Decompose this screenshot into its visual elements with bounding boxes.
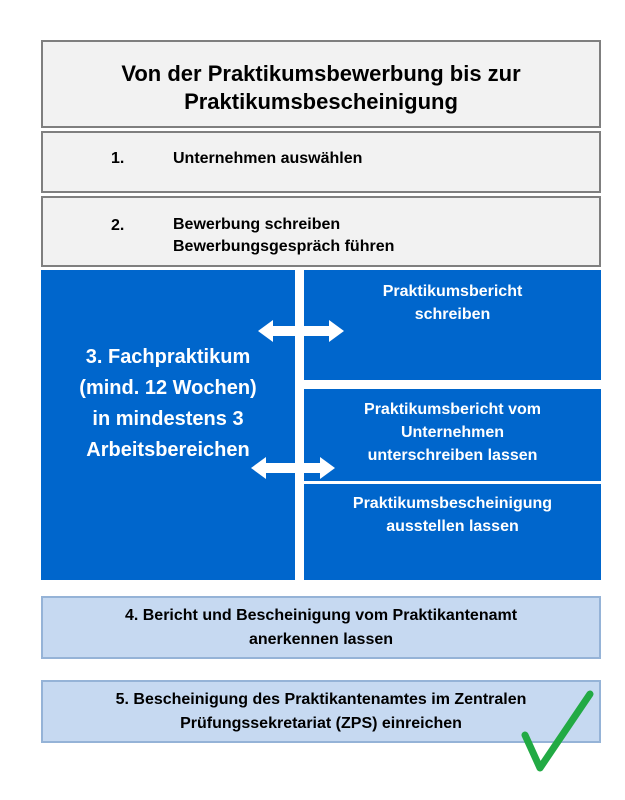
- step-4-text: [43, 604, 599, 652]
- step-2-line-2: Bewerbungsgespräch führen: [173, 238, 395, 255]
- task-certificate-text: [304, 492, 601, 538]
- step-2-line-1: Bewerbung schreiben: [173, 216, 341, 233]
- task-report-line-1: Praktikumsbericht: [382, 283, 523, 300]
- task-sign-text: [304, 398, 601, 467]
- step-1-number: 1.: [111, 150, 125, 167]
- task-sign-line-1: Praktikumsbericht vom: [364, 401, 541, 418]
- task-certificate-box: [304, 484, 601, 580]
- task-sign-line-2: Unternehmen: [400, 424, 505, 441]
- step-3-line-2: (mind. 12 Wochen): [79, 377, 257, 399]
- step-1-box: [41, 131, 601, 193]
- step-5-line-2: Prüfungssekretariat (ZPS) einreichen: [180, 715, 462, 732]
- step-5-line-1: 5. Bescheinigung des Praktikantenamtes im Zentralen: [115, 691, 527, 708]
- task-sign-box: [304, 389, 601, 481]
- step-5-box: [41, 680, 601, 743]
- step-2-number: 2.: [111, 217, 125, 234]
- step-3-line-3: in mindestens 3: [92, 408, 244, 430]
- page-title: [43, 60, 599, 116]
- task-certificate-line-1: Praktikumsbescheinigung: [352, 495, 553, 512]
- task-certificate-line-2: ausstellen lassen: [386, 518, 519, 535]
- task-sign-line-3: unterschreiben lassen: [367, 447, 538, 464]
- step-3-line-4: Arbeitsbereichen: [86, 439, 250, 461]
- step-3-line-1: 3. Fachpraktikum: [85, 346, 251, 368]
- title-box: [41, 40, 601, 128]
- task-report-line-2: schreiben: [414, 306, 491, 323]
- step-5-text: [43, 688, 599, 736]
- step-3-fachpraktikum-box: [41, 270, 295, 580]
- task-report-box: [304, 270, 601, 380]
- title-line-2: Praktikumsbescheinigung: [184, 89, 458, 114]
- step-4-box: [41, 596, 601, 659]
- step-3-text: [41, 342, 295, 466]
- step-2-text: [173, 214, 394, 258]
- step-4-line-2: anerkennen lassen: [248, 631, 394, 648]
- step-1-text: Unternehmen auswählen: [173, 150, 363, 167]
- step-2-box: [41, 196, 601, 267]
- title-line-1: Von der Praktikumsbewerbung bis zur: [121, 61, 521, 86]
- task-report-text: [304, 280, 601, 326]
- step-4-line-1: 4. Bericht und Bescheinigung vom Praktikantenamt: [124, 607, 518, 624]
